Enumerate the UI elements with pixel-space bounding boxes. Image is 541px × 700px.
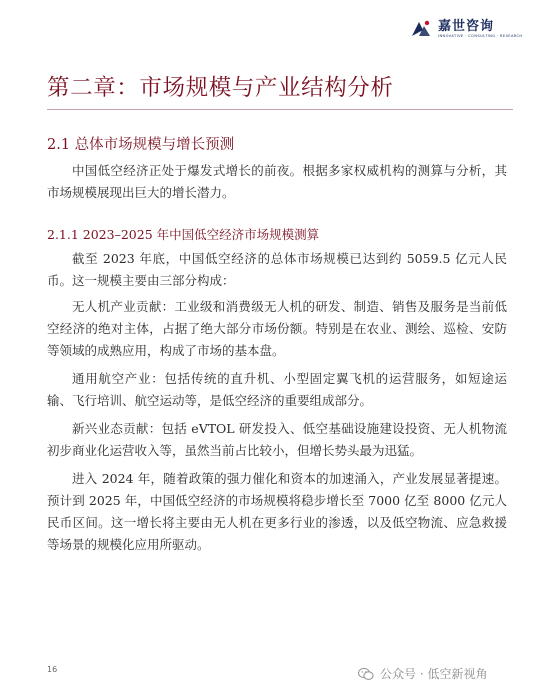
brand-name: 嘉世咨询 <box>438 19 495 34</box>
paragraph-emerging-sectors: 新兴业态贡献：包括 eVTOL 研发投入、低空基础设施建设投资、无人机物流初步商业化运营收入等，虽然当前占比较小，但增长势头最为迅猛。 <box>47 421 507 458</box>
section-heading: 2.1 总体市场规模与增长预测 <box>47 137 235 153</box>
title-divider <box>47 109 513 110</box>
watermark-text: 公众号 · 低空新视角 <box>380 667 488 681</box>
chapter-title: 第二章：市场规模与产业结构分析 <box>47 75 394 101</box>
watermark <box>358 665 487 682</box>
wechat-icon <box>358 667 374 681</box>
paragraph-general-aviation: 通用航空产业：包括传统的直升机、小型固定翼飞机的运营服务，如短途运输、飞行培训、航空运动等，是低空经济的重要组成部分。 <box>47 371 507 408</box>
brand-logo <box>410 18 523 40</box>
paragraph-drone-industry: 无人机产业贡献：工业级和消费级无人机的研发、制造、销售及服务是当前低空经济的绝对主体，占据了绝大部分市场份额。特别是在农业、测绘、巡检、安防等领域的成熟应用，构成了市场的基本盘。 <box>47 299 507 358</box>
section-intro: 中国低空经济正处于爆发式增长的前夜。根据多家权威机构的测算与分析，其市场规模展现出巨大的增长潜力。 <box>47 163 507 200</box>
brand-logo-icon <box>410 18 432 40</box>
subsection-heading: 2.1.1 2023–2025 年中国低空经济市场规模测算 <box>47 227 320 242</box>
paragraph-forecast: 进入 2024 年，随着政策的强力催化和资本的加速涌入，产业发展显著提速。预计到 2025 年，中国低空经济的市场规模将稳步增长至 7000 亿至 8000 亿元人民币区间。这一增长将主要由无人机在更多行业的渗透，以及低空物流、应急救援等场景的规模化应用所驱动。 <box>47 471 507 552</box>
brand-tagline: INNOVATIVE · CONSULTING · RESEARCH <box>438 34 523 38</box>
page-number: 16 <box>47 665 58 674</box>
paragraph-market-size: 截至 2023 年底，中国低空经济的总体市场规模已达到约 5059.5 亿元人民币。这一规模主要由三部分构成： <box>47 251 507 288</box>
